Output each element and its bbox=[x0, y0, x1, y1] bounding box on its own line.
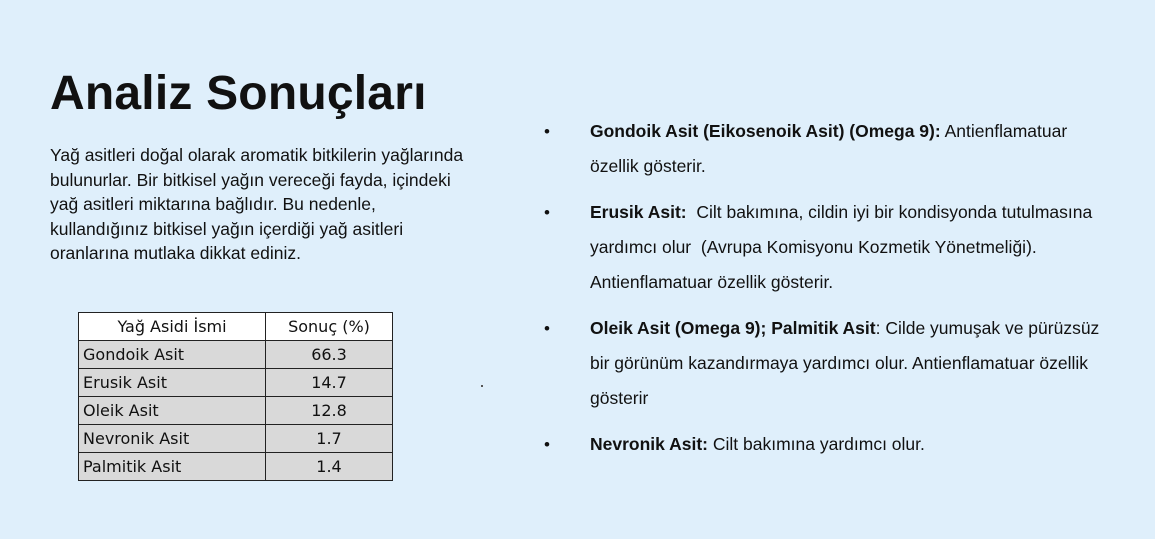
note-text: Antienflamatuar özellik gösterir. bbox=[590, 121, 1068, 176]
note-text: : Cilde yumuşak ve pürüzsüz bir görünüm kazandırmaya yardımcı olur. Antienflamatuar özellik gösterir bbox=[590, 318, 1100, 408]
table-row bbox=[79, 369, 393, 397]
list-item bbox=[540, 427, 1120, 462]
result-cell: 1.7 bbox=[266, 425, 393, 453]
note-term: Erusik Asit: bbox=[590, 202, 687, 222]
result-cell: 66.3 bbox=[266, 341, 393, 369]
acid-name-cell: Palmitik Asit bbox=[79, 453, 266, 481]
bullet-icon: • bbox=[544, 203, 550, 222]
note-term: Oleik Asit (Omega 9); Palmitik Asit bbox=[590, 318, 876, 338]
note-text: Cilt bakımına yardımcı olur. bbox=[708, 434, 925, 454]
header-acid-name: Yağ Asidi İsmi bbox=[79, 313, 266, 341]
bullet-icon: • bbox=[544, 435, 550, 454]
page-title: Analiz Sonuçları bbox=[50, 67, 427, 120]
acid-name-cell: Erusik Asit bbox=[79, 369, 266, 397]
stray-dot bbox=[481, 385, 483, 387]
bullet-icon: • bbox=[544, 122, 550, 141]
acid-name-cell: Nevronik Asit bbox=[79, 425, 266, 453]
result-cell: 14.7 bbox=[266, 369, 393, 397]
result-cell: 12.8 bbox=[266, 397, 393, 425]
list-item bbox=[540, 195, 1120, 300]
table-row bbox=[79, 397, 393, 425]
note-text: Cilt bakımına, cildin iyi bir kondisyonda tutulmasına yardımcı olur (Avrupa Komisyonu Kozmetik Yönetmeliği). Antienflamatuar özellik gösterir. bbox=[590, 202, 1098, 292]
list-item bbox=[540, 114, 1120, 184]
note-term: Gondoik Asit (Eikosenoik Asit) (Omega 9): bbox=[590, 121, 941, 141]
acid-name-cell: Oleik Asit bbox=[79, 397, 266, 425]
table-row bbox=[79, 453, 393, 481]
header-result: Sonuç (%) bbox=[266, 313, 393, 341]
result-cell: 1.4 bbox=[266, 453, 393, 481]
results-table bbox=[78, 312, 393, 481]
bullet-icon: • bbox=[544, 319, 550, 338]
intro-paragraph: Yağ asitleri doğal olarak aromatik bitkilerin yağlarında bulunurlar. Bir bitkisel yağın vereceği fayda, içindeki yağ asitleri miktarına bağlıdır. Bu nedenle, kullandığınız bitkisel yağın içerdiği yağ asitleri oranlarına mutlaka dikkat ediniz. bbox=[50, 145, 464, 263]
list-item bbox=[540, 311, 1120, 416]
acid-name-cell: Gondoik Asit bbox=[79, 341, 266, 369]
note-term: Nevronik Asit: bbox=[590, 434, 708, 454]
table-row bbox=[79, 425, 393, 453]
table-row bbox=[79, 341, 393, 369]
table-header-row bbox=[79, 313, 393, 341]
acid-notes-list bbox=[540, 114, 1120, 473]
